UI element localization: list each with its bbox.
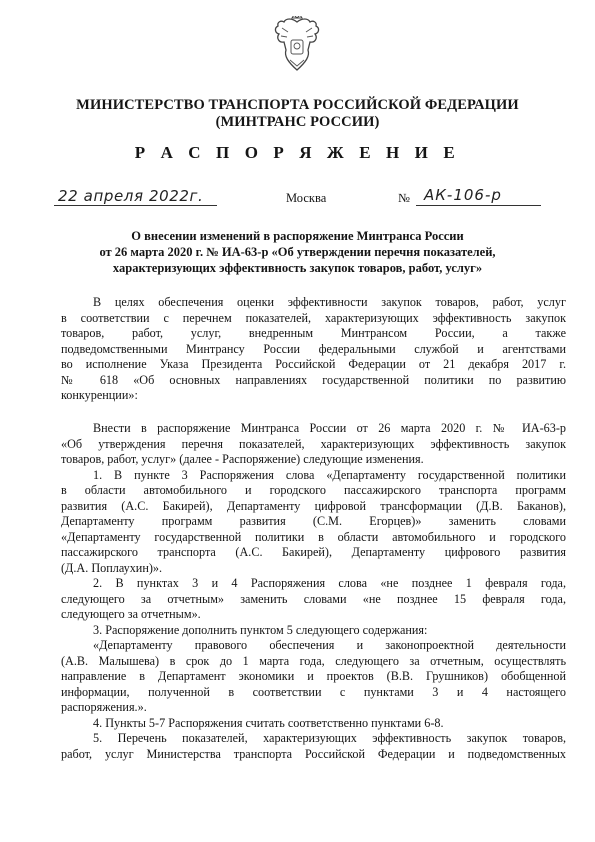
- body-line: работ, услуг Министерства транспорта Российской Федерации и подведомственных: [61, 746, 566, 761]
- body-line: пассажирского транспорта (А.С. Бакирей), Департаменту цифрового развития: [61, 545, 566, 559]
- city-label: Москва: [286, 191, 327, 205]
- body-line: товаров, работ, услуг» (далее - Распоряжение) следующие изменения.: [61, 452, 424, 466]
- number-sign: №: [398, 191, 410, 205]
- subject-line: от 26 марта 2020 г. № ИА-63-р «Об утверждении перечня показателей,: [99, 245, 496, 259]
- body-line: «Департаменту правового обеспечения и законопроектной деятельности: [93, 638, 566, 652]
- number-underline: [416, 205, 541, 206]
- body-line: направление в Департамент экономики и проектов (В.В. Грушников) обобщенной: [61, 669, 566, 683]
- body-line: в области автомобильного и городского пассажирского транспорта программ: [61, 483, 566, 497]
- ministry-name: МИНИСТЕРСТВО ТРАНСПОРТА РОССИЙСКОЙ ФЕДЕРАЦИИ: [76, 97, 519, 113]
- body-line: во исполнение Указа Президента Российской Федерации от 21 декабря 2017 г.: [61, 357, 566, 371]
- date-underline: [54, 205, 217, 206]
- body-line: № 618 «Об основных направлениях государственной политики по развитию: [61, 372, 566, 387]
- body-line: подведомственными Минтрансу России федеральными службой и агентствами: [61, 341, 566, 356]
- subject-line: О внесении изменений в распоряжение Минтранса России: [131, 229, 464, 243]
- body-line: (А.В. Малышева) в срок до 1 марта года, следующего за отчетным, осуществлять: [61, 653, 566, 668]
- body-line: 5. Перечень показателей, характеризующих эффективность закупок товаров,: [93, 731, 566, 745]
- body-line: распоряжения.».: [61, 700, 147, 714]
- body-line: развития (А.С. Бакирей), Департаменту цифровой трансформации (Д.В. Баканов),: [61, 498, 566, 513]
- handwritten-document-number: АК-106-р: [424, 186, 502, 204]
- body-line: «Об утверждения перечня показателей, характеризующих эффективность закупок: [61, 436, 566, 451]
- body-line: (Д.А. Поплаухин)».: [61, 560, 163, 575]
- body-line: 3. Распоряжение дополнить пунктом 5 следующего содержания:: [93, 622, 428, 637]
- body-line: информации, полученной в соответствии с пунктами 3 и 4 настоящего: [61, 684, 566, 699]
- body-line: товаров, работ, услуг, внедренным Минтрансом России, а также: [61, 326, 566, 340]
- body-line: В целях обеспечения оценки эффективности закупок товаров, работ, услуг: [93, 295, 566, 309]
- body-line: в соответствии с перечнем показателей, характеризующих эффективность закупок: [61, 310, 566, 325]
- body-line: 4. Пункты 5-7 Распоряжения считать соответственно пунктами 6-8.: [93, 715, 444, 730]
- coat-of-arms-emblem-icon: [272, 16, 322, 74]
- body-line: следующего за отчетным» заменить словами «не позднее 15 февраля года,: [61, 591, 566, 606]
- body-line: Внести в распоряжение Минтранса России от 26 марта 2020 г. № ИА-63-р: [93, 421, 566, 435]
- body-line: 2. В пунктах 3 и 4 Распоряжения слова «не позднее 1 февраля года,: [93, 576, 566, 590]
- document-subject: [40, 228, 555, 276]
- body-line: конкуренции»:: [61, 388, 138, 402]
- main-paragraphs: [61, 421, 566, 762]
- body-line: «Департаменту государственной политики в области автомобильного и городского: [61, 529, 566, 544]
- handwritten-date: 22 апреля 2022г.: [58, 187, 204, 205]
- ministry-short-name: (МИНТРАНС РОССИИ): [215, 114, 380, 130]
- intro-paragraph: [61, 295, 566, 404]
- body-line: следующего за отчетным».: [61, 607, 201, 621]
- subject-line: характеризующих эффективность закупок товаров, работ, услуг»: [112, 261, 483, 275]
- body-line: 1. В пункте 3 Распоряжения слова «Департаменту государственной политики: [93, 467, 566, 482]
- document-type-title: Р А С П О Р Я Ж Е Н И Е: [134, 143, 461, 162]
- body-line: Департаменту программ развития (С.М. Егорцев)» заменить словами: [61, 514, 566, 528]
